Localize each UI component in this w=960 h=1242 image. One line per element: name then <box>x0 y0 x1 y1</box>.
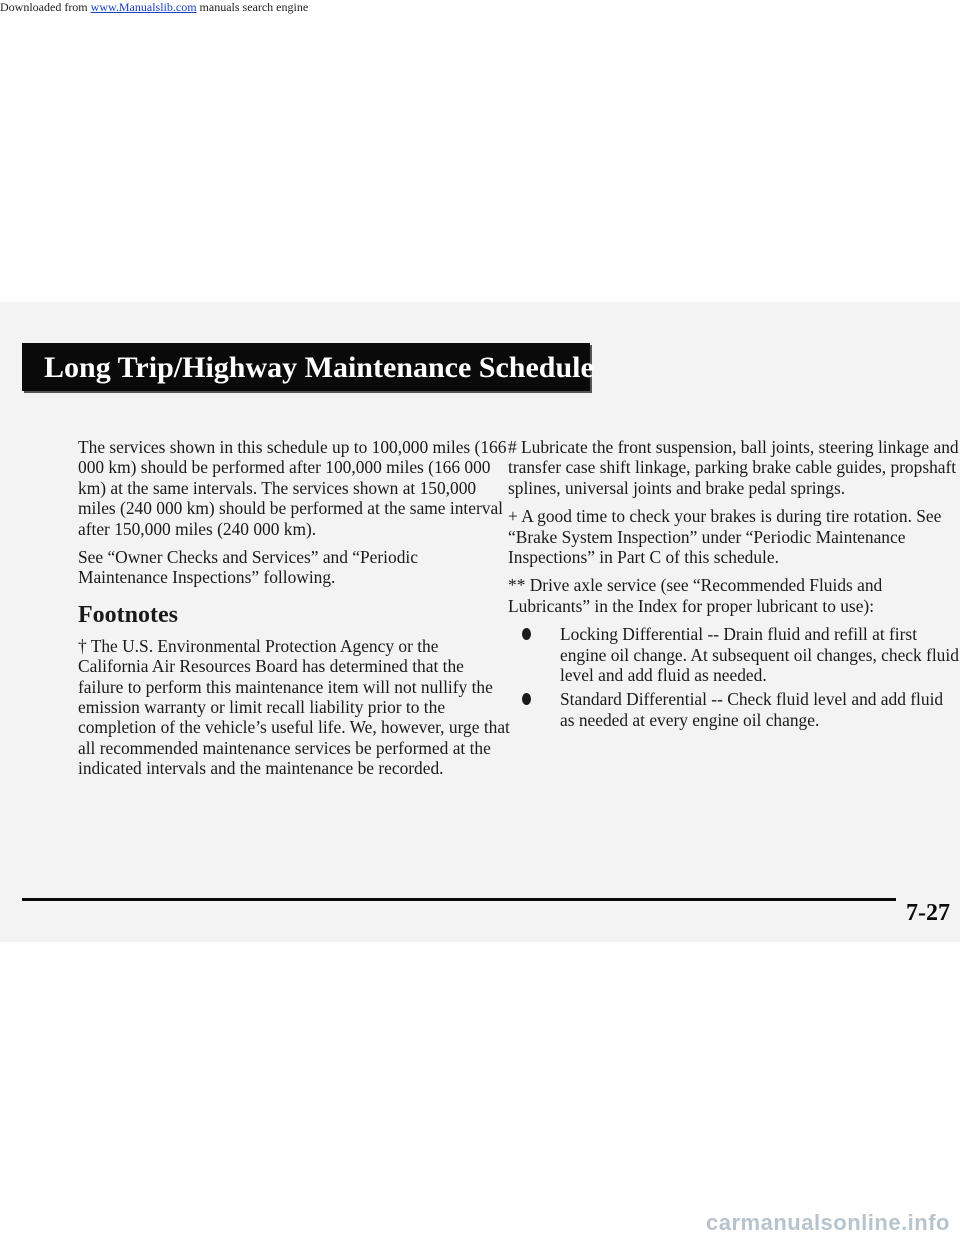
plus-footnote: + A good time to check your brakes is during tire rotation. See “Brake System Inspection” under “Periodic Maintenance Inspections” in Part C of this schedule. <box>508 506 942 568</box>
double-star-footnote: ** Drive axle service (see “Recommended Fluids and Lubricants” in the Index for proper lubricant to use): <box>508 575 883 616</box>
watermark-logo: carmanualsonline.info <box>706 1210 950 1235</box>
page-number: 7-27 <box>906 900 950 926</box>
bullet-icon <box>522 628 531 640</box>
see-also-paragraph: See “Owner Checks and Services” and “Periodic Maintenance Inspections” following. <box>78 547 418 588</box>
page-title: Long Trip/Highway Maintenance Schedule <box>44 351 594 384</box>
download-suffix: manuals search engine <box>196 0 309 14</box>
axle-service-list <box>508 624 960 730</box>
download-source-line <box>0 0 308 14</box>
bullet-icon <box>522 693 531 705</box>
list-item-text: Locking Differential -- Drain fluid and refill at first engine oil change. At subsequent oil changes, check fluid level and add fluid as needed. <box>560 624 959 686</box>
footnotes-heading: Footnotes <box>78 601 178 628</box>
intro-paragraph: The services shown in this schedule up to 100,000 miles (166 000 km) should be performed after 100,000 miles (166 000 km) at the same intervals. The services shown at 150,000 miles (240 000 km) should be performed at the same interval after 150,000 miles (240 000 km). <box>78 437 507 539</box>
hash-footnote: # Lubricate the front suspension, ball joints, steering linkage and transfer case shift linkage, parking brake cable guides, propshaft splines, universal joints and brake pedal springs. <box>508 437 959 498</box>
footer-rule <box>22 898 896 901</box>
left-column <box>78 437 510 787</box>
right-column <box>508 437 960 734</box>
list-item <box>508 624 960 685</box>
download-prefix: Downloaded from <box>0 0 91 14</box>
list-item <box>508 689 960 730</box>
dagger-footnote: † The U.S. Environmental Protection Agency or the California Air Resources Board has determined that the failure to perform this maintenance item will not nullify the emission warranty or limit recall liability prior to the completion of the vehicle’s useful life. We, however, urge that all recommended maintenance services be performed at the indicated intervals and the maintenance be recorded. <box>78 635 510 779</box>
manualslib-link[interactable]: www.Manualslib.com <box>90 0 197 14</box>
list-item-text: Standard Differential -- Check fluid level and add fluid as needed at every engine oil change. <box>560 689 944 730</box>
